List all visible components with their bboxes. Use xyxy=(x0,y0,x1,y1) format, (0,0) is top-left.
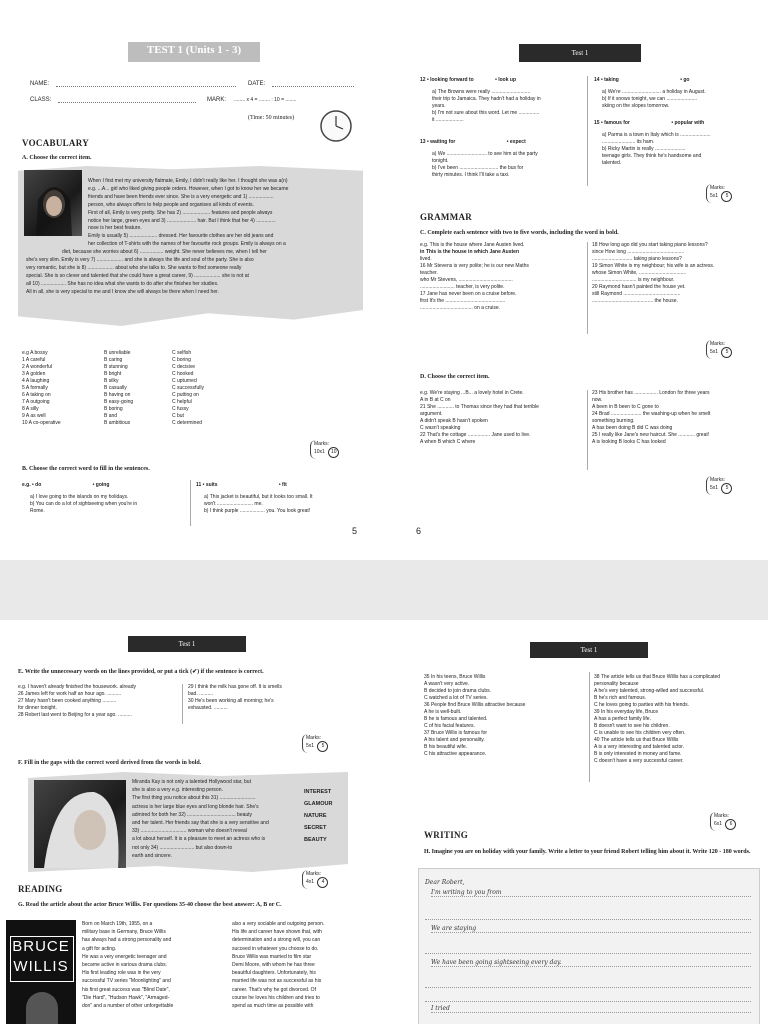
bold-word: NATURE xyxy=(304,813,327,819)
b-eg-lines xyxy=(30,494,137,515)
passage-line: special. She is so clever and talented that she could have a great career, 9) ................... she is not at xyxy=(26,272,249,279)
sentence: 29 I think the milk has gone off. It is smells xyxy=(188,684,282,690)
section-writing: WRITING xyxy=(424,830,469,840)
option-item[interactable]: C boring xyxy=(172,357,191,363)
section-reading: READING xyxy=(18,884,63,894)
sentence: it .................... xyxy=(432,117,464,123)
sentence: she is also a very e.g. interesting person. xyxy=(132,787,223,794)
sentence: a lot about herself. It is a pleasure to meet an actress who is xyxy=(132,836,266,843)
answer-options[interactable]: A when B which C where xyxy=(420,439,476,445)
letter-area[interactable] xyxy=(418,868,760,1024)
marks-denominator: 4x1 xyxy=(306,879,315,885)
c-right xyxy=(592,242,714,305)
sentence: tonight. xyxy=(432,158,449,164)
divider xyxy=(587,390,588,470)
answer-option[interactable]: C is unable to see his children very often. xyxy=(594,730,686,736)
passage-line: person, who always offers to help people and organises all kinds of events. xyxy=(88,201,254,208)
sentence: 28 Robert last went to Beijing for a year ago. .......... xyxy=(18,712,132,718)
q14-head xyxy=(594,77,764,84)
sentence: and her talent. Her friends say that she is a very sensitive and xyxy=(132,820,269,827)
word-option: 11 • suits xyxy=(196,482,218,488)
page-2 xyxy=(384,0,768,560)
answer-option[interactable]: B is only interested in money and fame. xyxy=(594,751,682,757)
section-vocabulary: VOCABULARY xyxy=(22,138,90,148)
sentence: b) I've been ............................ the bus for xyxy=(432,165,524,171)
banner-line: BRUCE xyxy=(12,938,70,955)
sentence: e.g. We're staying ...B... a lovely hotel in Crete. xyxy=(420,390,524,396)
option-item[interactable]: C upturned xyxy=(172,378,197,384)
word-option: 12 • looking forward to xyxy=(420,77,474,83)
article-line: Demi Moore, with whom he has three xyxy=(232,962,315,969)
passage-line: diet, because she worries about 6) ................. weight. She never believes me, when I tell her xyxy=(62,249,267,255)
answer-option[interactable]: A has a perfect family life. xyxy=(594,716,651,722)
question: 35 In his teens, Bruce Willis xyxy=(424,674,486,680)
article-line: military base in Germany, Bruce Willis xyxy=(82,929,166,936)
option-item[interactable]: 7 A outgoing xyxy=(22,399,50,405)
marks-label: Marks: xyxy=(306,871,321,877)
marks-box-f xyxy=(302,870,331,889)
option-item[interactable]: e.g A bossy xyxy=(22,350,48,356)
passage-line: very romantic, but she is 8) ................... about who she talks to. She wants to find someone really xyxy=(26,264,242,271)
instruction-c: C. Complete each sentence with two to five words, including the word in bold. xyxy=(420,230,619,236)
sentence: skiing on the slopes tomorrow. xyxy=(602,103,670,109)
answer-option[interactable]: C of his facial features. xyxy=(424,723,475,729)
option-item[interactable]: 1 A careful xyxy=(22,357,46,363)
answer-option[interactable]: B his beautiful wife. xyxy=(424,744,468,750)
article-line: spend as much time as possible with xyxy=(232,1003,314,1010)
option-item[interactable]: 6 A taking on xyxy=(22,392,51,398)
q14-lines xyxy=(602,89,706,110)
sentence: thirty minutes. I think I'll take a taxi. xyxy=(432,172,510,178)
actress-photo xyxy=(34,780,126,868)
option-item[interactable]: 9 A as well xyxy=(22,413,46,419)
b11-lines xyxy=(204,494,313,515)
passage-text xyxy=(88,178,358,249)
g-questions-right xyxy=(594,674,720,765)
answer-options[interactable]: A in B at C on xyxy=(420,397,451,403)
sentence: ............................. taking piano lessons? xyxy=(592,256,682,262)
sentence: a) We're ............................ a holiday in August. xyxy=(602,89,706,95)
option-item[interactable]: B silky xyxy=(104,378,119,384)
letter-line[interactable]: We are staying xyxy=(431,925,751,933)
test-header: Test 1 xyxy=(519,44,641,62)
option-item[interactable]: B and xyxy=(104,413,118,419)
letter-line[interactable]: I'm writing to you from xyxy=(431,889,751,897)
q13-lines xyxy=(432,151,538,179)
q15-head xyxy=(594,120,764,127)
answer-option[interactable]: B he is famous and talented. xyxy=(424,716,488,722)
instruction-g: G. Read the article about the actor Bruce Willis. For questions 35-40 choose the best answer: A, B or C. xyxy=(18,902,282,908)
article-line: succeed in whatever you choose to do. xyxy=(232,945,319,952)
date-field[interactable] xyxy=(272,86,354,87)
sentence: whose Simon White, .................................. xyxy=(592,270,687,276)
sentence: 25 I really like Jane's new haircut. She ............ great! xyxy=(592,432,710,438)
sentence: now. xyxy=(592,397,603,403)
article-line: also a very sociable and outgoing person. xyxy=(232,921,325,927)
sentence: for dinner tonight. xyxy=(18,705,57,711)
marks-denominator: 5x1 xyxy=(710,485,719,491)
question: 37 Bruce Willis is famous for xyxy=(424,730,488,736)
f-words xyxy=(304,786,332,846)
passage-line: e.g. ...A... girl who liked giving people orders. However, when I got to know her we became xyxy=(88,185,289,192)
sentence: ........................ its ham. xyxy=(602,139,655,145)
answer-option[interactable]: C watched a lot of TV series. xyxy=(424,695,488,701)
answer-option[interactable]: B doesn't want to see his children. xyxy=(594,723,670,729)
option-item[interactable]: B boring xyxy=(104,406,123,412)
passage-line: Emily is usually 5) .................... dressed. Her favourite clothes are her old jeans and xyxy=(88,233,274,240)
class-label: CLASS: xyxy=(30,97,52,103)
letter-line[interactable]: I tried xyxy=(431,1005,751,1013)
article-line: successful TV series "Moonlighting" and xyxy=(82,978,171,985)
option-item[interactable]: C hooked xyxy=(172,371,194,377)
sentence: 26 James left for work half an hour ago. .......... xyxy=(18,691,122,697)
sentence: ...................................... on a cruise. xyxy=(420,305,501,311)
sentence: bad. .......... xyxy=(188,691,214,697)
sentence: a) We ............................. to see him at the party xyxy=(432,151,538,157)
answer-option[interactable]: A he's very talented, strong-willed and successful. xyxy=(594,688,705,694)
divider xyxy=(587,242,588,334)
word-option: • go xyxy=(680,77,690,83)
option-item[interactable]: 2 A wonderful xyxy=(22,364,53,370)
marks-total: 6 xyxy=(725,819,736,830)
sentence: teacher. xyxy=(420,270,438,276)
article-line: Bruce Willis was married to film star xyxy=(232,953,312,960)
sentence: earth and sincere. xyxy=(132,852,173,859)
option-item[interactable]: C helpful xyxy=(172,399,192,405)
option-item[interactable]: B bright xyxy=(104,371,122,377)
sentence: a) Parma is a town in Italy which is ...................... xyxy=(602,132,711,138)
marks-box-a xyxy=(310,440,342,459)
option-item[interactable]: 3 A golden xyxy=(22,371,46,377)
divider xyxy=(589,672,590,782)
sentence: 21 She ............ to Thomas since they had that terrible xyxy=(420,404,539,410)
marks-total: 5 xyxy=(721,347,732,358)
sentence: 30 He's been working all morning; he's xyxy=(188,698,274,704)
article-line: His life and career have shown that, with xyxy=(232,929,322,936)
option-item[interactable]: 10 A co-operative xyxy=(22,420,61,426)
page-1 xyxy=(0,0,384,560)
page-number: 5 xyxy=(352,526,358,536)
marks-denominator: 5x1 xyxy=(306,743,315,749)
article-line: course he loves his children and tries to xyxy=(232,994,320,1001)
marks-denominator: 5x1 xyxy=(710,193,719,199)
article-line: career. That's why he got divorced. Of xyxy=(232,986,316,993)
c-left xyxy=(420,242,529,312)
word-option: 15 • famous for xyxy=(594,120,630,126)
sentence: ......................... teacher, is very polite. xyxy=(420,284,505,290)
letter-line[interactable] xyxy=(425,993,751,1002)
answer-options[interactable]: C wasn't speaking xyxy=(420,425,461,431)
marks-box-b xyxy=(706,184,735,203)
page-3 xyxy=(0,620,384,1024)
sentence: Miranda Kay is not only a talented Hollywood star, but xyxy=(132,779,251,785)
sentence: ............................................ the house. xyxy=(592,298,678,304)
answer-option[interactable]: A his talent and personality. xyxy=(424,737,485,743)
sentence: b) Ricky Martin is really ...................... xyxy=(602,146,686,152)
sentence: 16 Mr Stevens is very polite; he is our new Maths xyxy=(420,263,529,269)
e-left xyxy=(18,684,136,719)
test-title: TEST 1 (Units 1 - 3) xyxy=(146,44,242,56)
marks-label: Marks: xyxy=(314,441,329,447)
sentence: actress is her large blue eyes and long blonde hair. She's xyxy=(132,803,259,810)
name-label: NAME: xyxy=(30,81,50,87)
mark-label: MARK: xyxy=(207,97,227,103)
bold-word: BEAUTY xyxy=(304,837,327,843)
word-option: • popular with xyxy=(671,120,705,126)
instruction-f: F. Fill in the gaps with the correct word derived from the words in bold. xyxy=(18,760,202,766)
instruction-d: D. Choose the correct item. xyxy=(420,374,490,380)
answer-option[interactable]: C his attractive appearance. xyxy=(424,751,487,757)
sentence: talented. xyxy=(602,160,622,166)
q12-head xyxy=(420,77,580,84)
marks-total: 5 xyxy=(721,483,732,494)
sentence: 33) ................................. woman who doesn't reveal xyxy=(132,828,247,835)
g-col2 xyxy=(232,920,378,1010)
option-item[interactable]: B unreliable xyxy=(104,350,131,356)
marks-box-e xyxy=(302,734,331,753)
marks-box-c xyxy=(706,340,735,359)
sentence: 23 His brother has ................. London for three years xyxy=(592,390,710,396)
page-4 xyxy=(384,620,768,1024)
section-grammar: GRAMMAR xyxy=(420,212,473,222)
sentence: since How long ......................................... xyxy=(592,249,685,255)
answer-options[interactable]: A is looking B looks C has looked xyxy=(592,439,666,445)
sentence: b) If it snows tonight, we can ...................... xyxy=(602,96,698,102)
bold-word: SECRET xyxy=(304,825,327,831)
question: 40 The article tells us that Bruce Willis xyxy=(594,737,679,743)
marks-label: Marks: xyxy=(710,477,725,483)
sentence: 18 How long ago did you start taking piano lessons? xyxy=(592,242,708,248)
word-option: • going xyxy=(92,482,110,488)
marks-label: Marks: xyxy=(710,341,725,347)
answer-option[interactable]: A wasn't very active. xyxy=(424,681,470,687)
sentence: e.g. This is the house where Jane Austen lived. xyxy=(420,242,525,248)
sentence: 19 Simon White is my neighbour; his wife is an actress. xyxy=(592,263,715,269)
passage-line: nose is her best feature. xyxy=(88,225,142,232)
class-field[interactable] xyxy=(58,102,196,103)
divider xyxy=(190,480,191,526)
word-option: 13 • waiting for xyxy=(420,139,456,145)
marks-denominator: 10x1 xyxy=(314,449,325,455)
f-text xyxy=(132,778,302,860)
answer-option[interactable]: A he is well-built. xyxy=(424,709,462,715)
answer-option[interactable]: A is a very interesting and talented actor. xyxy=(594,744,685,750)
g-questions-left xyxy=(424,674,525,758)
article-line: his first great success was "Blind Date", xyxy=(82,986,170,993)
bold-word: GLAMOUR xyxy=(304,801,333,807)
question: 39 In his everyday life, Bruce xyxy=(594,709,659,715)
article-line: has always had a strong personality and xyxy=(82,937,172,944)
sentence: 27 Mary hasn't been cooked anything .......... xyxy=(18,698,117,704)
sentence: in This is the house in which Jane Austen xyxy=(420,249,519,255)
article-line: married life was not as successful as his xyxy=(232,978,322,985)
sentence: their trip to Jamaica. They hadn't had a holiday in xyxy=(432,96,541,102)
instruction-b: B. Choose the correct word to fill in the sentences. xyxy=(22,466,150,472)
option-item[interactable]: C but xyxy=(172,413,184,419)
option-item[interactable]: 8 A silly xyxy=(22,406,39,412)
word-option: 14 • taking xyxy=(594,77,619,83)
question: 38 The article tells us that Bruce Willis has a complicated xyxy=(594,674,721,680)
passage-line: When I first met my university flatmate, Emily, I didn't really like her. I thought she was a(n) xyxy=(88,178,288,184)
marks-label: Marks: xyxy=(306,735,321,741)
sentence: e.g. I haven't already finished the housework. already xyxy=(18,684,136,690)
passage-line: she's very slim. Emily is very 7) ................... and she is always the life and soul of the party. She is also xyxy=(26,256,254,263)
marks-denominator: 5x1 xyxy=(710,349,719,355)
sentence: 17 Jane has never been on a cruise before. xyxy=(420,291,517,297)
letter-line[interactable] xyxy=(425,911,751,920)
option-item[interactable]: B easy-going xyxy=(104,399,134,405)
letter-line: Dear Robert, xyxy=(425,879,465,886)
q13-head xyxy=(420,139,580,146)
sentence: admired for both her 32) ................................... beauty xyxy=(132,811,253,818)
option-item[interactable]: C successfully xyxy=(172,385,204,391)
marks-total: 10 xyxy=(328,447,339,458)
b11-head xyxy=(196,482,366,489)
question: personality because xyxy=(594,681,639,687)
instruction-e: E. Write the unnecessary words on the lines provided, or put a tick (✔) if the sentence is correct. xyxy=(18,669,264,675)
sentence: still Raymond ......................................... xyxy=(592,291,681,297)
option-item[interactable]: C putting on xyxy=(172,392,199,398)
divider xyxy=(182,684,183,724)
sentence: first It's the ........................................... xyxy=(420,298,506,304)
b-eg-head xyxy=(22,482,182,489)
sentence: years. xyxy=(432,103,446,109)
d-right xyxy=(592,390,710,446)
word-option: e.g. • do xyxy=(22,482,42,488)
marks-total: 4 xyxy=(317,877,328,888)
question: 36 People find Bruce Willis attractive because xyxy=(424,702,526,708)
mark-formula: ........ x 4 = ........ : 10 = ........ xyxy=(234,97,297,103)
sentence: not only 34) ......................... but also down-to xyxy=(132,844,233,851)
article-line: His first leading role was in the very xyxy=(82,970,161,977)
instruction-h: H. Imagine you are on holiday with your family. Write a letter to your friend Robert telling him about it. Write 120 - 180 words. xyxy=(424,849,751,855)
word-option: • expect xyxy=(506,139,526,145)
g-col1 xyxy=(82,920,224,1010)
sentence: something burning. xyxy=(592,418,635,424)
answer-options[interactable]: A didn't speak B hasn't spoken xyxy=(420,418,488,424)
passage-line: notice her large, green eyes and 3) ..................... hair. But I think that her 4) .............. xyxy=(88,217,276,224)
d-left xyxy=(420,390,539,446)
answer-option[interactable]: B he's rich and famous. xyxy=(594,695,647,701)
option-item[interactable]: C fussy xyxy=(172,406,189,412)
passage-line: all 10) .................. She has no idea what she wants to do after she finishes her studies. xyxy=(26,280,219,287)
sentence: Rome. xyxy=(30,508,45,514)
sentence: 24 Brad ...................... the washing-up when he smelt xyxy=(592,411,711,417)
answer-option[interactable]: C doesn't have a very successful career. xyxy=(594,758,684,764)
word-option: • look up xyxy=(495,77,517,83)
option-item[interactable]: C selfish xyxy=(172,350,192,356)
bruce-willis-banner xyxy=(6,920,76,1024)
sentence: lived. xyxy=(420,256,432,262)
sentence: teenage girls. They think he's handsome and xyxy=(602,153,702,159)
article-line: beautiful daughters. Unfortunately, his xyxy=(232,970,316,977)
letter-line[interactable] xyxy=(425,979,751,988)
options-col-b xyxy=(104,350,133,427)
date-label: DATE: xyxy=(248,81,266,87)
sentence: a) This jacket is beautiful, but it looks too small. It xyxy=(204,494,313,500)
answer-options[interactable]: A been in B been to C gone to xyxy=(592,404,659,410)
article-line: He was a very energetic teenager and xyxy=(82,953,167,960)
sentence: The first thing you notice about this 31) .......................... xyxy=(132,795,256,802)
article-line: "Die Hard", "Hudson Hawk", "Armaged- xyxy=(82,994,170,1001)
marks-box-d xyxy=(706,476,735,495)
option-item[interactable]: B casually xyxy=(104,385,127,391)
sentence: 22 That's the cottage ................ Jane used to live. xyxy=(420,432,531,438)
options-col-a xyxy=(22,350,61,427)
article-line: a gift for acting. xyxy=(82,945,117,952)
instruction-a: A. Choose the correct item. xyxy=(22,155,92,161)
bold-word: INTEREST xyxy=(304,789,332,795)
option-item[interactable]: B having on xyxy=(104,392,131,398)
passage-line: All in all, she is very special to me and I know she will always be there when I need her. xyxy=(26,288,219,295)
sentence: argument. xyxy=(420,411,443,417)
passage-line: her collection of T-shirts with the names of her favourite rock groups. Emily is always on a xyxy=(88,241,286,248)
passage-text-cont xyxy=(26,249,360,296)
e-right xyxy=(188,684,282,712)
clock-icon xyxy=(318,108,354,144)
answer-options[interactable]: A has been doing B did C was doing xyxy=(592,425,673,431)
option-item[interactable]: C determined xyxy=(172,420,203,426)
option-item[interactable]: C decisive xyxy=(172,364,196,370)
sentence: b) I think purple .................. you. You look great! xyxy=(204,508,311,514)
article-line: don" and a number of other unforgettable xyxy=(82,1003,174,1010)
q12-lines xyxy=(432,89,541,124)
article-line: Born on March 19th, 1955, on a xyxy=(82,921,153,927)
sentence: who Mr Stevens, ....................................... xyxy=(420,277,513,283)
divider xyxy=(587,76,588,186)
sentence: ................................ is my neighbour. xyxy=(592,277,675,283)
passage-line: First of all, Emily is very pretty. She has 2) .................... features and people always xyxy=(88,209,273,216)
marks-label: Marks: xyxy=(710,185,725,191)
sentence: a) I love going to the islands on my holidays. xyxy=(30,494,129,500)
sentence: b) I'm not sure about this word. Let me ............... xyxy=(432,110,540,116)
woman-photo xyxy=(24,170,82,236)
passage-line: friends and have been friends ever since. She is a very energetic and 1) .................. xyxy=(88,193,274,200)
word-option: • fit xyxy=(278,482,287,488)
letter-line[interactable] xyxy=(425,945,751,954)
options-col-c xyxy=(172,350,204,427)
sentence: won't .......................... me. xyxy=(204,501,263,507)
page-number: 6 xyxy=(416,526,422,536)
sentence: exhausted. .......... xyxy=(188,705,228,711)
q15-lines xyxy=(602,132,711,167)
option-item[interactable]: B caring xyxy=(104,357,123,363)
article-line: became active in various drama clubs. xyxy=(82,962,168,969)
answer-option[interactable]: B decided to join drama clubs. xyxy=(424,688,491,694)
marks-box-g xyxy=(710,812,739,831)
option-item[interactable]: 5 A formally xyxy=(22,385,48,391)
marks-denominator: 6x1 xyxy=(714,821,723,827)
banner-line: WILLIS xyxy=(13,958,69,975)
marks-total: 5 xyxy=(317,741,328,752)
option-item[interactable]: 4 A laughing xyxy=(22,378,50,384)
time-label: (Time: 50 minutes) xyxy=(248,115,295,121)
marks-label: Marks: xyxy=(714,813,729,819)
marks-total: 5 xyxy=(721,191,732,202)
name-field[interactable] xyxy=(56,86,236,87)
article-line: determination and a strong will, you can xyxy=(232,937,321,944)
letter-line[interactable]: We have been going sightseeing every day. xyxy=(431,959,751,967)
sentence: b) You can do a lot of sightseeing when you're in xyxy=(30,501,138,507)
option-item[interactable]: B ambitious xyxy=(104,420,131,426)
sentence: 20 Raymond hasn't painted the house yet. xyxy=(592,284,686,290)
test-header: Test 1 xyxy=(128,636,246,652)
test-header: Test 1 xyxy=(530,642,648,658)
sentence: a) The Browns were really ............................ xyxy=(432,89,531,95)
answer-option[interactable]: C he loves going to parties with his friends. xyxy=(594,702,690,708)
option-item[interactable]: B stunning xyxy=(104,364,128,370)
